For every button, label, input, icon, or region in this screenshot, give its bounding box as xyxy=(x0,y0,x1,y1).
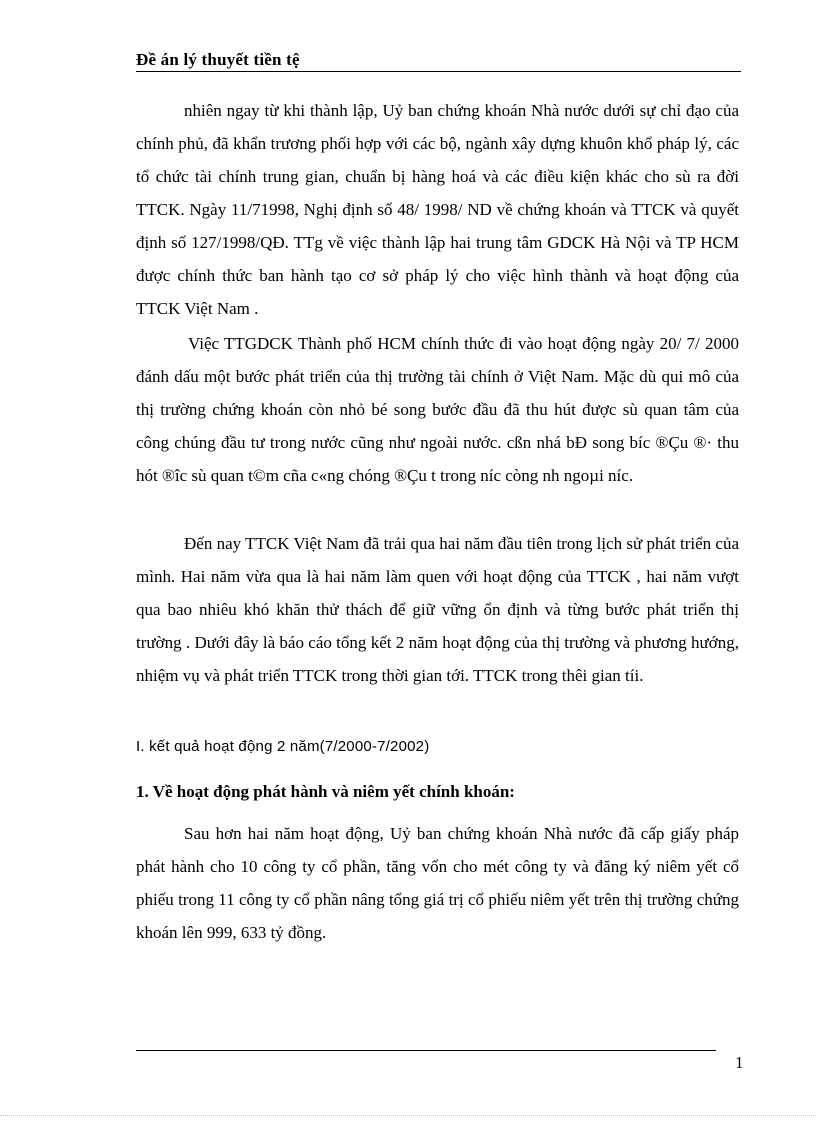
section-heading: I. kết quả hoạt động 2 năm(7/2000-7/2002) xyxy=(136,738,430,755)
paragraph-2: Việc TTGDCK Thành phố HCM chính thức đi vào hoạt động ngày 20/ 7/ 2000 đánh dấu một bước phát triển của thị trường tài chính ở Việt Nam. Mặc dù qui mô của thị trường chứng khoán còn nhỏ bé song bước đầu đã thu hút được sù quan tâm của công chúng đầu tư trong nước cũng như ngoài nước. cßn nhá bÐ song bíc ®Çu ®· thu hót ®îc sù quan t©m cña c«ng chóng ®Çu t trong níc còng nh ngoµi níc. xyxy=(136,334,739,485)
paragraph-4: Sau hơn hai năm hoạt động, Uỷ ban chứng khoán Nhà nước đã cấp giấy pháp phát hành cho 10 công ty cổ phần, tăng vốn cho mét công ty và đăng ký niêm yết cổ phiếu trong 11 công ty cổ phần nâng tổng giá trị cổ phiếu niêm yết trên thị trường chứng khoán lên 999, 633 tỷ đồng. xyxy=(136,824,739,942)
footer-rule xyxy=(136,1050,716,1051)
header-rule xyxy=(136,71,741,72)
page-edge-divider xyxy=(0,1115,816,1116)
paragraph-1: nhiên ngay từ khi thành lập, Uỷ ban chứng khoán Nhà nước dưới sự chỉ đạo của chính phủ, đã khẩn trương phối hợp với các bộ, ngành xây dựng khuôn khổ pháp lý, các tổ chức tài chính trung gian, chuẩn bị hàng hoá và các điều kiện khác cho sù ra đời TTCK. Ngày 11/71998, Nghị định số 48/ 1998/ ND về chứng khoán và TTCK và quyết định số 127/1998/QĐ. TTg về việc thành lập hai trung tâm GDCK Hà Nội và TP HCM được chính thức ban hành tạo cơ sở pháp lý cho việc hình thành và hoạt động của TTCK Việt Nam . xyxy=(136,101,739,318)
header-title: Đề án lý thuyết tiền tệ xyxy=(136,50,300,69)
paragraph-3: Đến nay TTCK Việt Nam đã trải qua hai năm đầu tiên trong lịch sử phát triển của mình. Hai năm vừa qua là hai năm làm quen với hoạt động của TTCK , hai năm vượt qua bao nhiêu khó khăn thử thách để giữ vững ổn định và từng bước phát triển thị trường . Dưới đây là báo cáo tổng kết 2 năm hoạt động của thị trường và phương hướng, nhiệm vụ và phát triển TTCK trong thời gian tới. TTCK trong thêi gian tíi. xyxy=(136,534,739,685)
subsection-heading: 1. Về hoạt động phát hành và niêm yết chính khoán: xyxy=(136,782,515,801)
page-number: 1 xyxy=(735,1053,744,1072)
